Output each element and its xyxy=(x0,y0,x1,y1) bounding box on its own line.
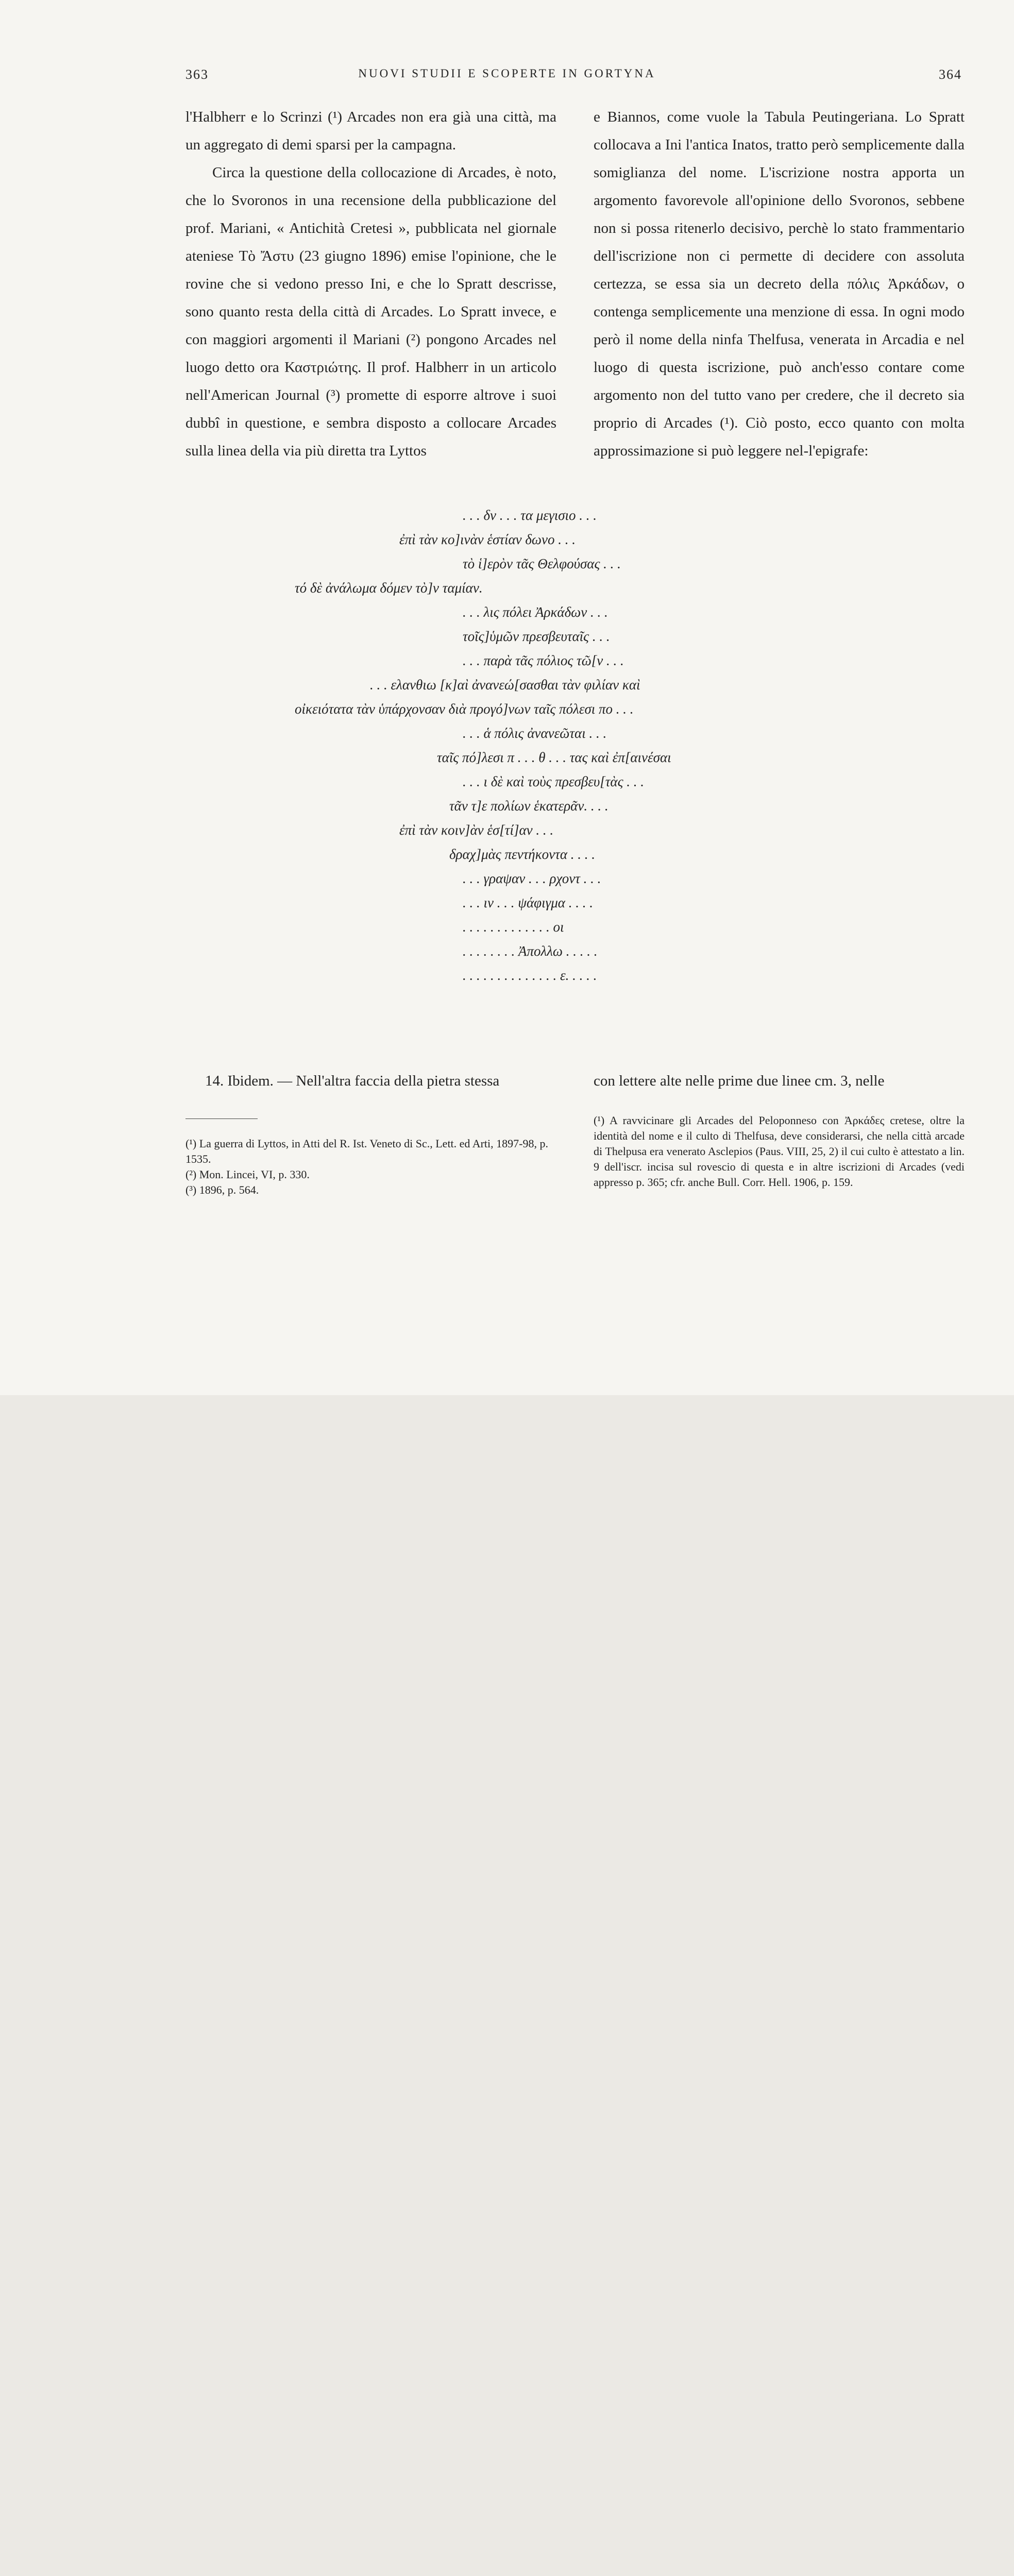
viewer-footer xyxy=(0,1395,1014,1463)
inscription-line: . . . . . . . . . . . . . οι xyxy=(463,919,564,935)
inscription-line: τό δὲ ἀνάλωμα δόμεν τὸ]ν ταμίαν. xyxy=(295,580,483,596)
inscription-line: . . . ι δὲ καὶ τοὺς πρεσβευ[τὰς . . . xyxy=(463,774,645,789)
inscription-line: . . . . . . . . Ἀπολλω . . . . . xyxy=(463,943,598,959)
inscription-line: . . . ελανθιω [κ]αὶ ἀνανεώ[σασθαι τὰν φιλίαν καὶ xyxy=(370,677,640,692)
page-number-left: 363 xyxy=(185,67,209,82)
running-title: NUOVI STUDII E SCOPERTE IN GORTYNA xyxy=(358,67,656,80)
footnote-rule xyxy=(185,1118,258,1119)
footnote: (³) 1896, p. 564. xyxy=(185,1183,259,1196)
left-paragraph-1: l'Halbherr e lo Scrinzi (¹) Arcades non era già una città, ma un aggregato di demi sparsi per la campagna. xyxy=(185,109,556,153)
inscription-line: . . . ἁ πόλις ἀνανεῶται . . . xyxy=(463,725,607,741)
right-paragraph-1: e Biannos, come vuole la Tabula Peutingeriana. Lo Spratt collocava a Ini l'antica Inatos, tratto però semplicemente dalla somiglianza del nome. L'iscrizione nostra apporta un argomento favorevole all'opinione dello Svoronos, sebbene non si possa ritenerlo decisivo, perchè lo stato frammentario dell'iscrizione non ci permette di decidere con assoluta certezza, se essa sia un decreto della πόλις Ἀρκάδων, o contenga semplicemente una menzione di essa. In ogni modo però il nome della ninfa Thelfusa, venerata in Arcadia e nel luogo di questa iscrizione, può anch'esso contare come argomento non del tutto vano per credere, che il decreto sia proprio di Arcades (¹). Ciò posto, ecco quanto con molta approssimazione si può leggere nel-l'epigrafe: xyxy=(594,109,965,459)
footnote: (¹) La guerra di Lyttos, in Atti del R. Ist. Veneto di Sc., Lett. ed Arti, 1897-98, p. 1535. xyxy=(185,1137,548,1165)
section-continuation: con lettere alte nelle prime due linee cm. 3, nelle xyxy=(594,1073,885,1089)
inscription-line: . . . δν . . . τα μεγισιο . . . xyxy=(463,507,597,523)
inscription-line: . . . ιν . . . ψάφιγμα . . . . xyxy=(463,895,593,910)
inscription-line: δραχ]μὰς πεντήκοντα . . . . xyxy=(449,846,595,862)
inscription-line: . . . παρὰ τᾶς πόλιος τῶ[ν . . . xyxy=(463,653,624,668)
page-number-right: 364 xyxy=(939,67,962,82)
inscription-line: οἰκειότατα τὰν ὑπάρχονσαν διὰ προγό]νων ταῖς πόλεσι πο . . . xyxy=(295,701,634,717)
footnotes-left xyxy=(185,1136,556,1198)
inscription-line: τοῖς]ὑμῶν πρεσβευταῖς . . . xyxy=(463,629,610,644)
section-heading: 14. Ibidem. — Nell'altra faccia della pietra stessa xyxy=(205,1073,500,1089)
inscription-line: . . . γραψαν . . . ρχοντ . . . xyxy=(463,871,601,886)
inscription-line: ἐπὶ τὰν κοιν]ὰν ἑσ[τί]αν . . . xyxy=(399,822,554,838)
inscription-line: ταῖς πό]λεσι π . . . θ . . . τας καὶ ἐπ[αινέσαι xyxy=(437,750,671,765)
footnote: (¹) A ravvicinare gli Arcades del Peloponneso con Ἀρκάδες cretese, oltre la identità del nome e il culto di Thelfusa, deve considerarsi, che nella città arcade di Thelpusa era venerato Asclepios (Paus. VIII, 25, 2) il cui culto è attestato a lin. 9 dell'iscr. incisa sul rovescio di questa e in altre iscrizioni di Arcades (vedi appresso p. 365; cfr. anche Bull. Corr. Hell. 1906, p. 159. xyxy=(594,1114,965,1189)
inscription-line: . . . . . . . . . . . . . . ε. . . . . xyxy=(463,968,597,983)
inscription-line: ἐπὶ τὰν κο]ινὰν ἑστίαν δωνο . . . xyxy=(399,532,576,547)
inscription-line: . . . λις πόλει Ἀρκάδων . . . xyxy=(463,604,608,620)
left-paragraph-2: Circa la questione della collocazione di Arcades, è noto, che lo Svoronos in una recensione della pubblicazione del prof. Mariani, « Antichità Cretesi », pubblicata nel giornale ateniese Τὸ Ἄστυ (23 giugno 1896) emise l'opinione, che le rovine che si vedono presso Ini, e che lo Spratt descrisse, sono quanto resta della città di Arcades. Lo Spratt invece, e con maggiori argomenti il Mariani (²) pongono Arcades nel luogo detto ora Καστριώτης. Il prof. Halbherr in un articolo nell'American Journal (³) promette di esporre altrove i suoi dubbî in questione, e sembra disposto a collocare Arcades sulla linea della via più diretta tra Lyttos xyxy=(185,164,556,459)
right-column xyxy=(594,103,965,465)
inscription-line: τὸ ἱ]ερὸν τᾶς Θελφούσας . . . xyxy=(463,556,621,571)
inscription-line: τᾶν τ]ε πολίων ἑκατερᾶν. . . . xyxy=(449,798,609,814)
left-column xyxy=(185,103,556,465)
footnotes-right xyxy=(594,1113,965,1190)
footnote: (²) Mon. Lincei, VI, p. 330. xyxy=(185,1168,310,1181)
